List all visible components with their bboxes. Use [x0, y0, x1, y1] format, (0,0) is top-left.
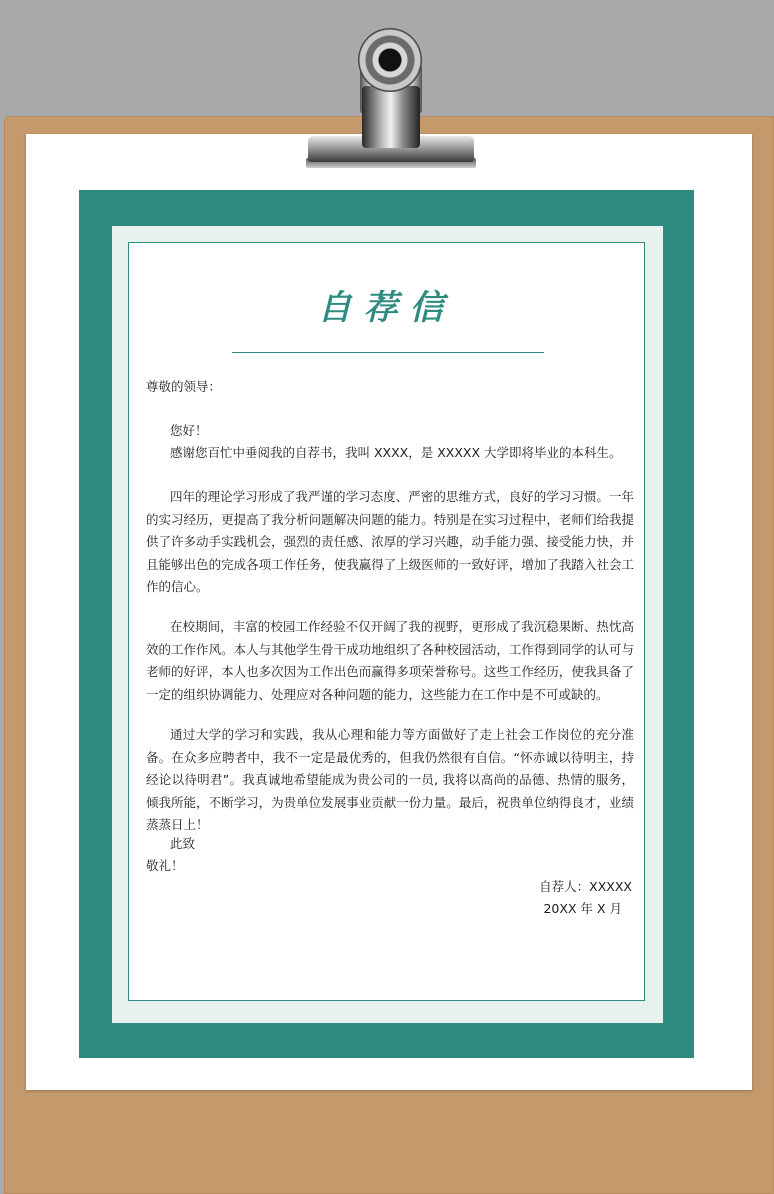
date: 20XX 年 X 月: [543, 901, 622, 916]
signature: 自荐人：XXXXX: [539, 879, 632, 894]
closing-line-1: 此致: [170, 836, 196, 851]
closing-line-2: 敬礼！: [146, 858, 184, 873]
paragraph-study: 四年的理论学习形成了我严谨的学习态度、严密的思维方式，良好的学习习惯。一年的实习经历，更提高了我分析问题解决问题的能力。特别是在实习过程中，老师们给我提供了许多动手实践机会，强烈的责任感、浓厚的学习兴趣，动手能力强、接受能力快，并且能够出色的完成各项工作任务，使我赢得了上级医师的一致好评，增加了我踏入社会工作的信心。: [146, 489, 634, 594]
paragraph-intro: 感谢您百忙中垂阅我的自荐书，我叫 XXXX，是 XXXXX 大学即将毕业的本科生。: [170, 445, 622, 460]
paragraph-campus: 在校期间，丰富的校园工作经验不仅开阔了我的视野，更形成了我沉稳果断、热忱高效的工作作风。本人与其他学生骨干成功地组织了各种校园活动，工作得到同学的认可与老师的好评，本人也多次因为工作出色而赢得多项荣誉称号。这些工作经历，使我具备了一定的组织协调能力、处理应对各种问题的能力，这些能力在工作中是不可或缺的。: [146, 619, 634, 702]
clip-ring: [358, 28, 422, 92]
paragraph-conclusion: 通过大学的学习和实践，我从心理和能力等方面做好了走上社会工作岗位的充分准备。在众多应聘者中，我不一定是最优秀的，但我仍然很有自信。“怀赤诚以待明主，持经论以待明君”。我真诚地希望能成为贵公司的一员, 我将以高尚的品德、热情的服务，倾我所能，不断学习，为贵单位发展事业贡献一份力量。最后，祝贵单位纳得良才，业绩蒸蒸日上！: [146, 727, 634, 832]
clip-body: [362, 86, 420, 148]
salutation: 尊敬的领导：: [146, 379, 222, 394]
letter-title: 自荐信: [317, 288, 456, 328]
greeting: 您好！: [170, 423, 208, 438]
binder-clip-icon: [306, 24, 476, 174]
title-divider: [232, 352, 544, 353]
